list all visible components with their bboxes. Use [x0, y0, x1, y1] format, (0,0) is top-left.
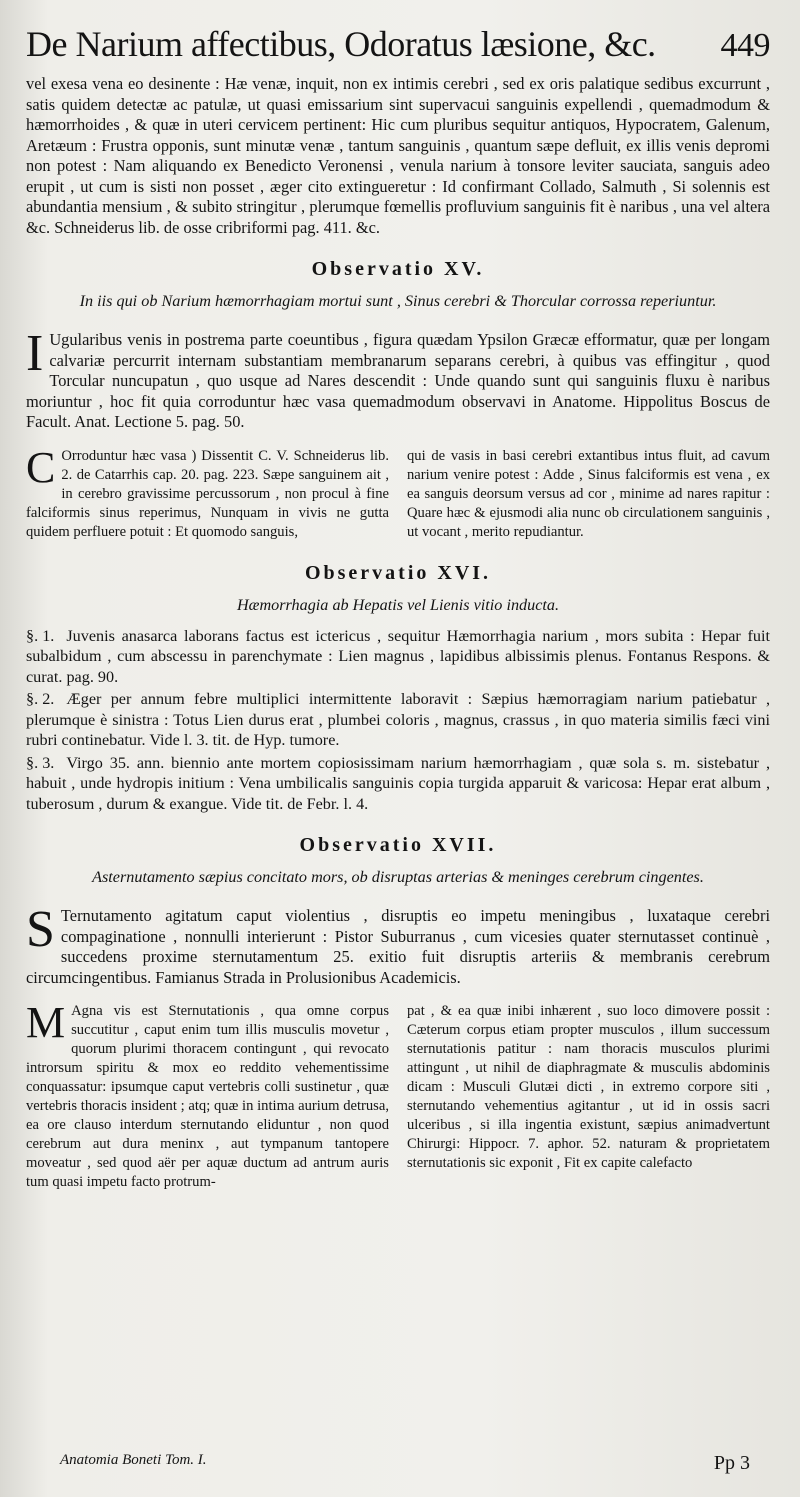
section-number: §. 1. — [26, 626, 55, 645]
section-paragraph — [26, 689, 770, 751]
dropcap: S — [26, 901, 55, 958]
page-header-title: De Narium affectibus, Odoratus læsione, &c. — [26, 24, 656, 64]
section-text: Juvenis anasarca laborans factus est ictericus , sequitur Hæmorrhagia narium , mors subita : Hepar fuit subalbidum , cum abscessu in parenchymate : Lien magnus , lapidibus albissimis plenus. Fontanus Respons. & curat. pag. 90. — [26, 626, 770, 686]
section-text: Æger per annum febre multiplici intermittente laboravit : Sæpius hæmorragiam narium patiebatur , plerumque è sinistra : Totus Lien durus erat , plumbei coloris , magnus, crassus , in quo materia similis fæci vini rubri continebatur. Vide l. 3. tit. de Hyp. tumore. — [26, 690, 770, 749]
observation-15-commentary — [26, 442, 770, 542]
observation-16-subtitle: Hæmorrhagia ab Hepatis vel Lienis vitio inducta. — [236, 595, 560, 614]
commentary-right-column: pat , & ea quæ inibi inhærent , suo loco dimovere possit : Cæterum corpus etiam propter musculos , illum successum sternutationis patitur : nam thoracis musculos plurimi attingunt , ut nihil de diaphragmate & musculis abdominis dicam : Musculi Glutæi dicti , in extremo corpore siti , sternutando vehementius agitantur , ut id in ossis sacri ulceribus , si illa ingentia existunt, sæpius animadvertunt Chirurgi: Hippocr. 7. aphor. 52. naturam & proprietatem sternutationis sic exponit , Fit ex capite calefacto — [407, 1003, 770, 1171]
page-footer — [60, 1452, 750, 1475]
observation-17-body: Ternutamento agitatum caput violentius , disruptis eo impetu meningibus , luxataque cerebri compaginatione , nonnulli interierunt : Pistor Suburranus , cum vicesies quater sternutasset continuè , succedens proxime sternutamentum 25. exitio fuit disruptis arteriis & membranis cerebrum circumcingentibus. Famianus Strada in Prolusionibus Academicis. — [26, 906, 770, 987]
observation-17-subtitle: Asternutamento sæpius concitato mors, ob disruptas arterias & meninges cerebrum cingentes. — [92, 868, 704, 886]
observation-16-heading: Observatio XVI. — [304, 561, 492, 584]
observation-15-heading: Observatio XV. — [311, 258, 485, 280]
section-number: §. 2. — [26, 690, 55, 708]
section-paragraph — [26, 753, 770, 815]
section-number: §. 3. — [26, 753, 55, 772]
section-text: Virgo 35. ann. biennio ante mortem copiosissimam narium hæmorrhagiam , quæ sola s. m. sistebatur , habuit , unde hydropis initium : Vena umbilicalis sanguinis copia turgida apparuit & varicosa: Hepar erat album , tuberosum , durum & exangue. Vide tit. de Febr. l. 4. — [26, 753, 770, 813]
running-header — [26, 22, 770, 68]
footer-title: Anatomia Boneti Tom. I. — [60, 1452, 207, 1468]
observation-15-text — [26, 325, 770, 433]
observation-17-text — [26, 901, 770, 988]
dropcap: I — [26, 325, 44, 382]
page-number: 449 — [720, 27, 770, 64]
dropcap: C — [26, 442, 56, 492]
commentary-left-text: Agna vis est Sternutationis , qua omne corpus succutitur , caput enim tum illis musculis movetur , quorum plurimi thoracem contingunt , qui revocato introrsum spiritu & mox eo reddito vehementissime conquassatur: ipsumque caput vertebris colli sustinetur , quæ vertebris thoracis insident ; atq; quæ in intima aurium detrusa, ea ore clauso interdum sternutando eliduntur , non quod cerebrum aut dura meninx , aut tympanum tantopere moveatur , sed quod aër per aquæ ductum ad antrum auris tum quasi impetu facto protrum- — [26, 1003, 389, 1190]
signature-mark: Pp 3 — [713, 1452, 750, 1474]
observation-17-heading: Observatio XVII. — [299, 834, 497, 856]
commentary-left-column — [26, 442, 389, 542]
intro-paragraph: vel exesa vena eo desinente : Hæ venæ, inquit, non ex intimis cerebri , sed ex oris palatique sedibus excurrunt , satis quidem detectæ ac patulæ, ut quasi emissarium sint supervacui sanguinis expellendi , quemadmodum & hæmorrhoides , & quæ in uteri cervicem pertinent: Hic cum pluribus sequitur antiquos, Hypocratem, Galenum, Aretæum : Frustra opponis, sunt minutæ venæ , tantum sanguinis , quantum sæpe defluit, ex illis venis depromi non potest : Nam aliquando ex Benedicto Veronensi , venula narium à tonsore leviter sauciata, sanguis adeo erupit , ut cum is sisti non posset , æger cito extingueretur : Id confirmant Collado, Salmuth , Si solennis est abundantia mensium , & subito stringitur , plerumque fœmellis profluvium sanguinis fit è naribus , una vel altera &c. Schneiderus lib. de osse cribriformi pag. 411. &c. — [26, 74, 770, 237]
observation-15-body: Ugularibus venis in postrema parte coeuntibus , figura quædam Ypsilon Græcæ efformatur, quæ per longam calvariæ percurrit internam substantiam membranarum separans cerebri, à quibus vas effingitur , quod Torcular nuncupatun , quo usque ad Nares descendit : Unde quando sunt qui sanguinis fluxu è naribus moriuntur , hoc fit quia corroduntur hæc vasa quemadmodum observavi in Anatome. Hippolitus Boscus de Facult. Anat. Lectione 5. pag. 50. — [26, 330, 770, 431]
commentary-left-column — [26, 998, 389, 1192]
commentary-right-column: qui de vasis in basi cerebri extantibus intus fluit, ad cavum narium venire potest : Adde , Sinus falciformis est vena , ex ea sanguis deorsum versus ad cor , minime ad nares rapitur : Quare hæc & ejusmodi alia nunc ob circulationem sanguinis , ut vocant , merito repudiantur. — [407, 447, 770, 540]
dropcap: M — [26, 998, 66, 1047]
commentary-left-text: Orroduntur hæc vasa ) Dissentit C. V. Schneiderus lib. 2. de Catarrhis cap. 20. pag. 223. Sæpe sanguinem ait , in cerebro gravissime percussorum , non procul à fine falciformis sinus reperimus, Nunquam in vivis ne gutta quidem perfluere potuit : Et quomodo sanguis, — [26, 447, 389, 540]
observation-17-commentary — [26, 998, 770, 1192]
observation-15-subtitle: In iis qui ob Narium hæmorrhagiam mortui sunt , Sinus cerebri & Thorcular corrossa reperiuntur. — [79, 292, 717, 310]
section-paragraph — [26, 626, 770, 688]
